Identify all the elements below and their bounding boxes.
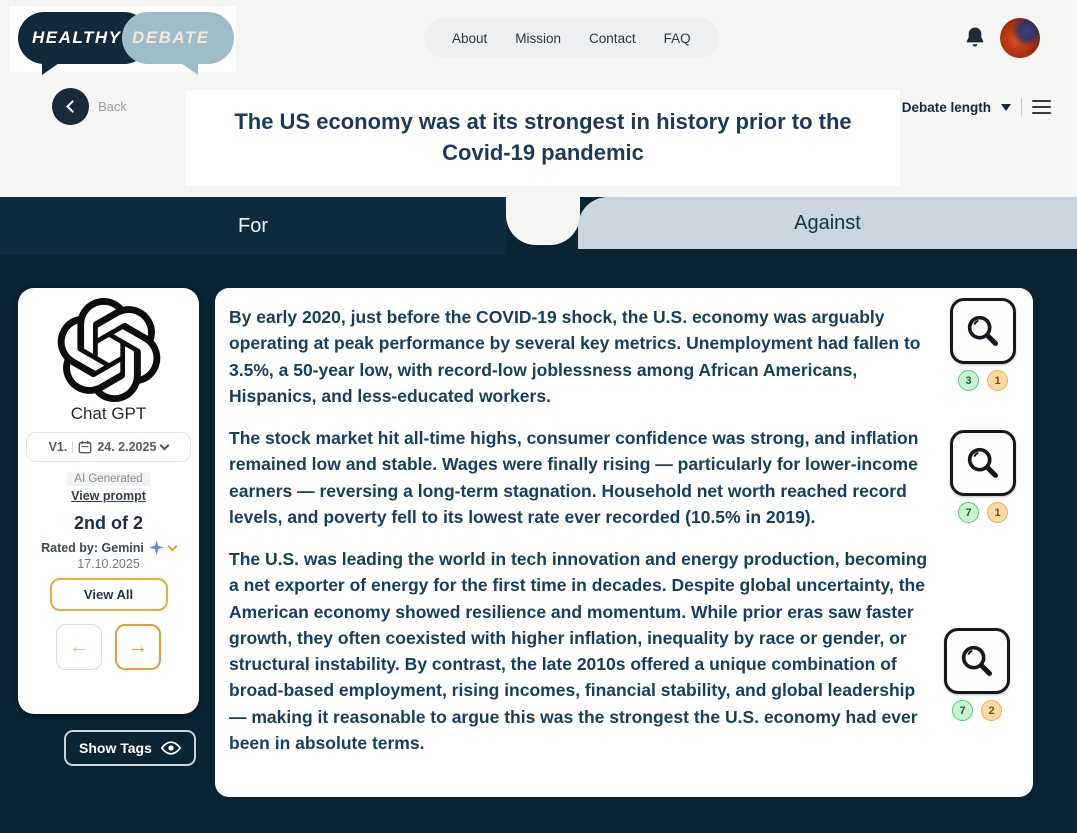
rated-date: 17.10.2025 (77, 557, 140, 571)
ai-generated-badge: AI Generated (67, 472, 149, 486)
tab-against-label: Against (794, 211, 861, 234)
view-prompt-link[interactable]: View prompt (71, 489, 146, 503)
version-label: V1. (48, 440, 68, 454)
green-count-badge[interactable]: 7 (952, 700, 973, 721)
magnifier-button-2[interactable] (950, 430, 1016, 496)
version-date: 24. 2.2025 (97, 440, 157, 454)
calendar-icon (78, 440, 92, 454)
version-selector[interactable] (26, 432, 191, 462)
show-tags-button[interactable] (64, 730, 196, 766)
inspect-group-2 (948, 430, 1018, 523)
green-count-badge[interactable]: 3 (958, 370, 979, 391)
tab-notch (506, 197, 580, 245)
argument-paragraph-1: By early 2020, just before the COVID-19 shock, the U.S. economy was arguably operating at peak performance by several key metrics. Unemployment had fallen to 3.5%, a 50-year low, with record-low joblessness among African Americans, Hispanics, and less-educated workers. (229, 307, 921, 406)
argument-card (215, 288, 1033, 797)
orange-count-badge[interactable]: 1 (987, 502, 1008, 523)
divider (1021, 98, 1022, 116)
back-label[interactable]: Back (98, 99, 127, 114)
tab-for[interactable] (0, 197, 506, 255)
magnifier-icon (963, 443, 1003, 483)
badge-row (948, 502, 1018, 523)
view-all-button[interactable]: View All (50, 578, 168, 611)
green-count-badge[interactable]: 7 (958, 502, 979, 523)
tab-against[interactable] (578, 197, 1077, 249)
tab-for-label: For (238, 214, 268, 237)
model-name: Chat GPT (70, 404, 147, 423)
inspect-group-3 (942, 628, 1012, 721)
gemini-sparkle-icon (149, 540, 164, 555)
badge-row (948, 370, 1018, 391)
magnifier-button-3[interactable] (944, 628, 1010, 694)
brand-logo[interactable] (10, 6, 236, 72)
show-tags-label: Show Tags (79, 740, 152, 756)
inspect-group-1 (948, 298, 1018, 391)
orange-count-badge[interactable]: 1 (987, 370, 1008, 391)
chevron-down-icon (167, 541, 177, 551)
pagination-arrows (18, 624, 199, 670)
argument-paragraph-2: The stock market hit all-time highs, consumer confidence was strong, and inflation remained low and stable. Wages were finally rising — particularly for lower-income earners — reversing a long-term stagnation. Household net worth reached record levels, and poverty fell to its lowest rate ever recorded (10.5% in 2019). (229, 428, 919, 527)
brand-word-healthy: HEALTHY (32, 28, 122, 47)
nav-item-about[interactable]: About (452, 30, 488, 46)
chevron-left-icon (66, 100, 79, 113)
argument-position: 2nd of 2 (73, 513, 143, 533)
main-nav (424, 18, 719, 58)
badge-row (942, 700, 1012, 721)
nav-item-mission[interactable]: Mission (515, 30, 562, 46)
debate-length-controls (902, 98, 1051, 116)
rated-by-label: Rated by: Gemini (41, 540, 144, 555)
back-button[interactable] (52, 88, 89, 125)
magnifier-icon (957, 641, 997, 681)
debate-body (0, 197, 1077, 833)
eye-icon (161, 741, 181, 755)
magnifier-icon (963, 311, 1003, 351)
divider (72, 441, 73, 453)
next-arrow-button[interactable]: → (115, 624, 161, 670)
nav-item-faq[interactable]: FAQ (663, 30, 691, 46)
chevron-down-icon (160, 441, 170, 451)
debate-title: The US economy was at its strongest in history prior to the Covid-19 pandemic (234, 109, 852, 166)
notification-bell-icon[interactable] (963, 26, 987, 52)
prev-arrow-button[interactable]: ← (56, 624, 102, 670)
debate-length-label[interactable]: Debate length (901, 99, 991, 115)
menu-icon[interactable] (1032, 100, 1051, 115)
argument-paragraph-3: The U.S. was leading the world in tech innovation and energy production, becoming a net exporter of energy for the first time in decades. Despite global uncertainty, the American economy showed resilience and momentum. While prior eras saw faster growth, they often coexisted with higher inflation, inequality by race or gender, or structural instability. By contrast, the late 2010s offered a unique combination of broad-based employment, rising incomes, financial stability, and global leadership — making it reasonable to argue this was the strongest the U.S. economy had ever been in absolute terms. (229, 549, 928, 753)
debate-title-strip (186, 90, 900, 186)
chevron-down-icon[interactable] (1001, 104, 1011, 111)
brand-word-debate: DEBATE (132, 28, 210, 47)
stance-tabs (0, 197, 1077, 255)
user-avatar[interactable] (1000, 18, 1040, 58)
chatgpt-logo-icon (57, 298, 161, 402)
orange-count-badge[interactable]: 2 (981, 700, 1002, 721)
model-card (18, 288, 199, 714)
rated-by-row[interactable] (18, 540, 199, 555)
magnifier-button-1[interactable] (950, 298, 1016, 364)
nav-item-contact[interactable]: Contact (589, 30, 636, 46)
